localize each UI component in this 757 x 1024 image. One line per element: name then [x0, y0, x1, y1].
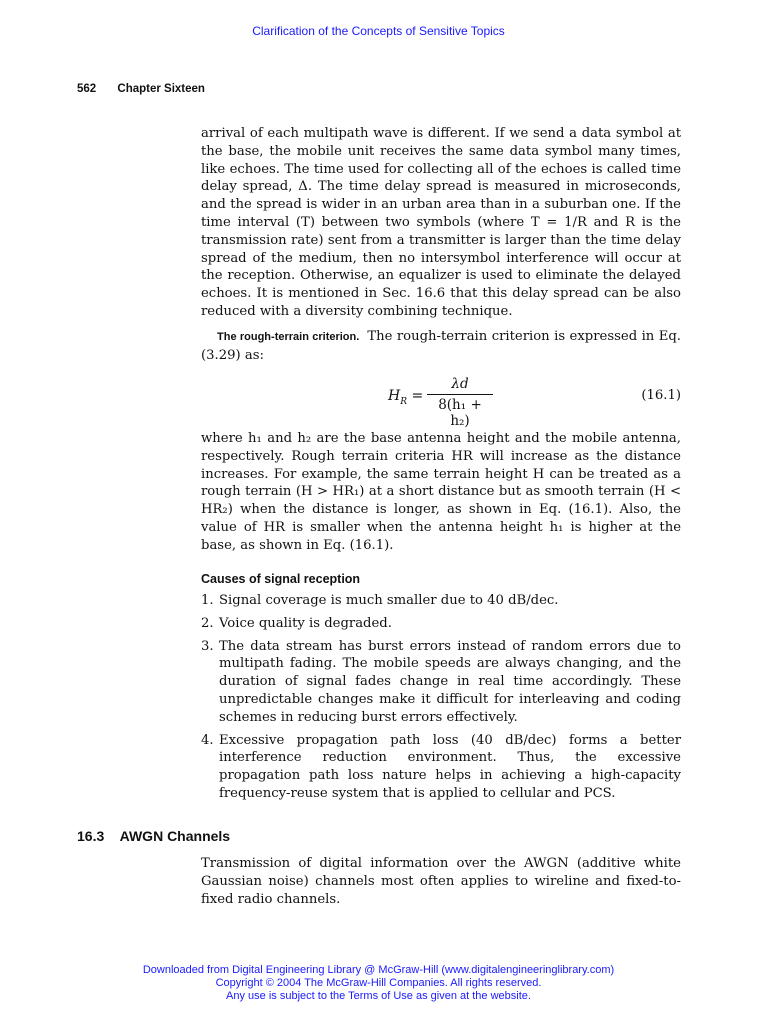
list-item — [201, 615, 681, 633]
list-item-number: 4. — [201, 732, 214, 748]
list-item — [201, 732, 681, 803]
equation-lhs-symbol: H — [388, 388, 401, 404]
chapter-title: Chapter Sixteen — [117, 83, 205, 95]
equation-lhs-subscript: R — [400, 396, 407, 407]
section-number: 16.3 — [77, 828, 105, 844]
footer-download-link[interactable]: Downloaded from Digital Engineering Library @ McGraw-Hill (www.digitalengineeringlibrary.com) — [142, 964, 615, 976]
paragraph-rough-terrain — [201, 328, 681, 365]
paragraph-awgn — [201, 855, 681, 908]
footer — [0, 964, 757, 1003]
equation-fraction — [427, 376, 493, 429]
list-item-number: 2. — [201, 615, 214, 631]
top-title-link[interactable]: Clarification of the Concepts of Sensitive Topics — [252, 24, 505, 38]
paragraph-text: The rough-terrain criterion is expressed in Eq. (3.29) as: — [201, 329, 682, 363]
running-head — [77, 83, 205, 95]
list-item-number: 1. — [201, 593, 214, 608]
paragraph-terrain-heights — [201, 430, 681, 555]
list-item-number: 3. — [201, 638, 214, 654]
subheading-causes: Causes of signal reception — [201, 572, 361, 586]
list-item-text: Signal coverage is much smaller due to 40 dB/dec. — [219, 593, 559, 608]
list-item-text: Voice quality is degraded. — [219, 615, 392, 631]
list-item — [201, 638, 681, 727]
equation-lhs: $H_R$ = — [388, 388, 424, 407]
paragraph-delay-spread — [201, 125, 681, 321]
paragraph-text: where h₁ and h₂ are the base antenna height and the mobile antenna, respectively. Rough terrain criteria HR will increase as the distance increases. For example, the same terrain height H can be treated as a rough terrain (H > HR₁) at a short distance but as smooth terrain (H < HR₂) when the distance is longer, as shown in Eq. (16.1). Also, the value of HR is smaller when the antenna height h₁ is higher at the base, as shown in Eq. (16.1). — [201, 431, 681, 553]
paragraph-text: Transmission of digital information over the AWGN (additive white Gaussian noise) channels most often applies to wireline and fixed-to-fixed radio channels. — [201, 856, 681, 907]
section-title: AWGN Channels — [119, 828, 231, 844]
paragraph-text: arrival of each multipath wave is different. If we send a data symbol at the base, the mobile unit receives the same data symbol many times, like echoes. The time used for collecting all of the echoes is called time delay spread, Δ. The time delay spread is measured in microseconds, and the spread is wider in an urban area than in a suburban one. If the time interval (T) between two symbols (where T = 1/R and R is the transmission rate) sent from a transmitter is larger than the time delay spread of the medium, then no intersymbol interference will occur at the reception. Otherwise, an equalizer is used to eliminate the delayed echoes. It is mentioned in Sec. 16.6 that this delay spread can be also reduced with a diversity combining technique. — [201, 126, 681, 319]
section-heading — [77, 828, 230, 844]
footer-copyright-link[interactable]: Copyright © 2004 The McGraw-Hill Companies. All rights reserved. — [215, 977, 542, 989]
equation-16-1 — [201, 376, 681, 429]
page-number: 562 — [77, 83, 97, 95]
equation-denominator: 8(h₁ + h₂) — [438, 397, 482, 429]
runin-heading: The rough-terrain criterion. — [217, 331, 360, 343]
equation-numerator: λd — [427, 376, 493, 395]
list-item-text: The data stream has burst errors instead of random errors due to multipath fading. The mobile speeds are always changing, and the duration of signal fades change in real time accordingly. These unpredictable changes make it difficult for interleaving and coding schemes in reducing burst errors effectively. — [219, 638, 681, 725]
equation-number: (16.1) — [641, 388, 681, 403]
list-item — [201, 592, 681, 610]
footer-terms-link[interactable]: Any use is subject to the Terms of Use as given at the website. — [226, 990, 531, 1002]
causes-list — [201, 592, 681, 808]
list-item-text: Excessive propagation path loss (40 dB/dec) forms a better interference reduction environment. Thus, the excessive propagation path loss nature helps in achieving a high-capacity frequency-reuse system that is applied to cellular and PCS. — [219, 732, 681, 801]
